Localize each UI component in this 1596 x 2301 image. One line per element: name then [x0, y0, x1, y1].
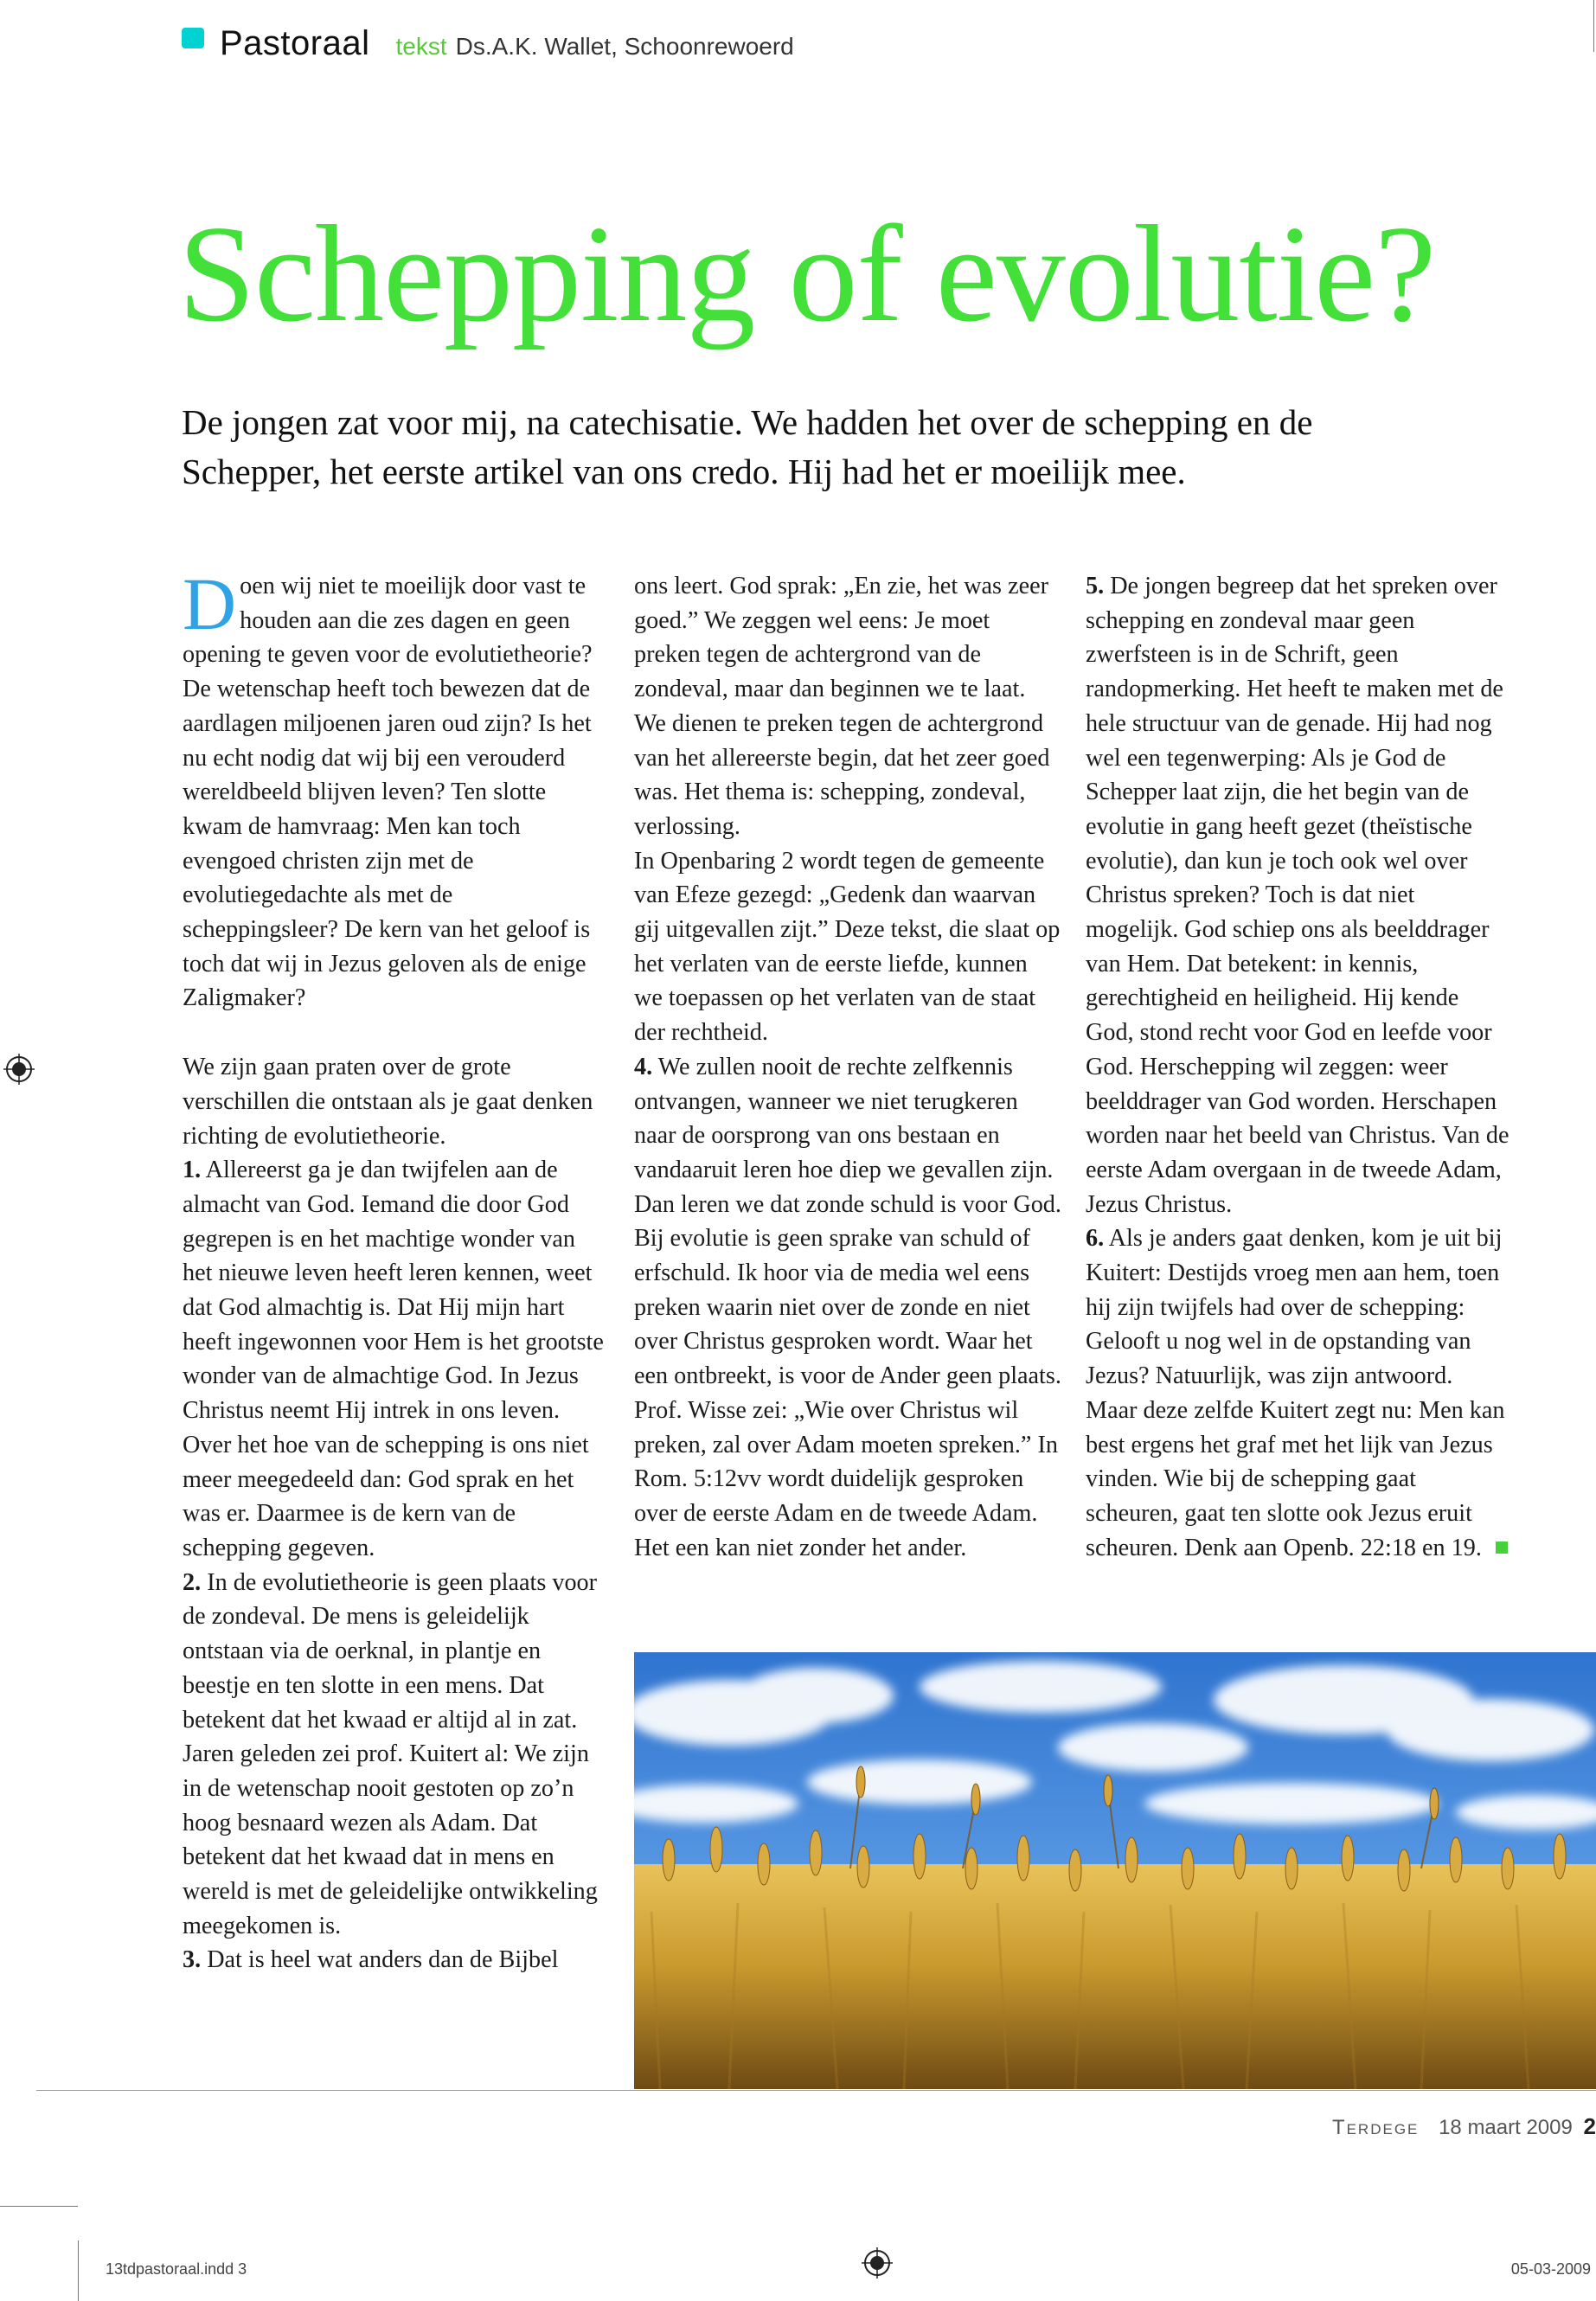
section-marker-icon [182, 28, 204, 48]
paragraph-text: Als je anders gaat denken, kom je uit bij Kuitert: Destijds vroeg men aan hem, toen hij zijn twijfels had over de schepping: Gelooft u nog wel in de opstanding van Jezus? Natuurlijk, was zijn antwoord. Maar deze zelfde Kuitert zegt nu: Men kan best ergens het graf met het lijk van Jezus vinden. Wie bij de schepping gaat scheuren, gaat ten slotte ook Jezus eruit scheuren. Denk aan Openb. 22:18 en 19. [1086, 1225, 1505, 1561]
trim-mark [1593, 0, 1594, 52]
author-name: Ds.A.K. Wallet, Schoonrewoerd [455, 33, 794, 60]
wheat-field-photo [634, 1652, 1596, 2089]
trim-mark [0, 2206, 78, 2207]
paragraph-text: We zullen nooit de rechte zelfkennis ontvangen, wanneer we niet terugkeren naar de oorsprong van ons bestaan en vandaaruit leren hoe diep we gevallen zijn. Dan leren we dat zonde schuld is voor God. Bij evolutie is geen sprake van schuld of erfschuld. Ik hoor via de media wel eens preken waarin niet over de zonde en niet over Christus gesproken wordt. Waar het een ontbreekt, is voor de Ander geen plaats. Prof. Wisse zei: „Wie over Christus wil preken, zal over Adam moeten spreken.” In Rom. 5:12vv wordt duidelijk gesproken over de eerste Adam en de tweede Adam. Het een kan niet zonder het ander. [634, 1053, 1061, 1561]
paragraph-text: De jongen begreep dat het spreken over schepping en zondeval maar geen zwerfsteen is in de Schrift, geen randopmerking. Het heeft te maken met de hele structuur van de genade. Hij had nog wel een tegenwerping: Als je God de Schepper laat zijn, die het begin van de evolutie in gang heeft gezet (theïstische evolutie), dan kun je toch ook wel over Christus spreken? Toch is dat niet mogelijk. God schiep ons als beelddrager van Hem. Dat betekent: in kennis, gerechtigheid en heiligheid. Hij kende God, stond recht voor God en leefde voor God. Herschepping wil zeggen: weer beelddrager van God worden. Herschapen worden naar het beeld van Christus. Van de eerste Adam overgaan in de tweede Adam, Jezus Christus. [1086, 573, 1509, 1218]
point-number: 4. [634, 1053, 653, 1080]
issue-date: 18 maart 2009 [1439, 2116, 1573, 2139]
paragraph-text: In de evolutietheorie is geen plaats voor de zondeval. De mens is geleidelijk ontstaan via de oerknal, in plantje en beestje en ten slotte in een mens. Dat betekent dat het kwaad er altijd al in zat. Jaren geleden zei prof. Kuitert al: We zijn in de wetenschap nooit gestoten op zo’n hoog besnaard wezen als Adam. Dat betekent dat het kwaad dat in mens en wereld is met de geleidelijke ontwikkeling meegekomen is. [183, 1568, 598, 1939]
paragraph-text: Dat is heel wat anders dan de Bijbel [201, 1946, 559, 1974]
registration-mark-icon [3, 1054, 35, 1085]
page-footer [1332, 2113, 1596, 2140]
paragraph-text: Allereerst ga je dan twijfelen aan de almacht van God. Iemand die door God gegrepen is en het machtige wonder van het nieuwe leven heeft leren kennen, weet dat God almachtig is. Dat Hij mijn hart heeft ingewonnen voor Hem is het grootste wonder van de almachtige God. In Jezus Christus neemt Hij intrek in ons leven. Over het hoe van de schepping is ons niet meer meegedeeld dan: God sprak en het was er. Daarmee is de kern van de schepping gegeven. [183, 1157, 604, 1561]
paragraph [634, 1050, 1061, 1566]
page-number: 2 [1583, 2113, 1596, 2139]
magazine-name: Terdege [1331, 2116, 1420, 2139]
paragraph: We zijn gaan praten over de grote verschillen die ontstaan als je gaat denken richting de evolutietheorie. [183, 1054, 593, 1150]
print-file-name: 13tdpastoraal.indd 3 [106, 2260, 247, 2278]
point-number: 1. [183, 1157, 202, 1184]
wheat-field-illustration [634, 1652, 1596, 2089]
section-name: Pastoraal [220, 24, 370, 62]
article-intro: De jongen zat voor mij, na catechisatie. We hadden het over de schepping en de Schepper, het eerste artikel van ons credo. Hij had het er moeilijk mee. [182, 402, 1313, 491]
article-column-1 [183, 562, 610, 1977]
paragraph [1086, 569, 1509, 1221]
point-number: 5. [1086, 573, 1105, 599]
trim-mark [78, 2240, 79, 2301]
point-number: 3. [183, 1946, 202, 1974]
section-header [182, 24, 794, 62]
paragraph [1086, 1221, 1509, 1565]
drop-cap: D [183, 562, 237, 645]
print-date: 05-03-2009 [1510, 2260, 1591, 2278]
article-title: Schepping of evolutie? [178, 196, 1436, 350]
registration-mark-icon [862, 2247, 893, 2279]
point-number: 6. [1086, 1225, 1105, 1253]
paragraph [183, 562, 610, 1016]
text-label: tekst [395, 33, 447, 60]
paragraph [183, 1566, 610, 1944]
article-column-3 [1086, 569, 1509, 1565]
end-mark-icon [1496, 1541, 1508, 1554]
point-number: 2. [183, 1568, 202, 1596]
paragraph [183, 1153, 610, 1565]
footer-rule [36, 2090, 1596, 2091]
paragraph-text: oen wij niet te moeilijk door vast te houden aan die zes dagen en geen opening te geven voor de evolutietheorie? De wetenschap heeft toch bewezen dat de aardlagen miljoenen jaren oud zijn? Is het nu echt nodig dat wij bij een verouderd wereldbeeld blijven leven? Ten slotte kwam de hamvraag: Men kan toch evengoed christen zijn met de evolutiegedachte als met de scheppingsleer? De kern van het geloof is toch dat wij in Jezus geloven als de enige Zaligmaker? [183, 573, 593, 1012]
paragraph: ons leert. God sprak: „En zie, het was zeer goed.” We zeggen wel eens: Je moet preken tegen de achtergrond van de zondeval, maar dan beginnen we te laat. We dienen te preken tegen de achtergrond van het allereerste begin, dat het zeer goed was. Het thema is: schepping, zondeval, verlossing. [634, 573, 1050, 840]
paragraph [183, 1943, 610, 1977]
paragraph: In Openbaring 2 wordt tegen de gemeente van Efeze gezegd: „Gedenk dan waarvan gij uitgevallen zijt.” Deze tekst, die slaat op het verlaten van de eerste liefde, kunnen we toepassen op het verlaten van de staat der rechtheid. [634, 847, 1061, 1047]
article-column-2 [634, 569, 1061, 1565]
